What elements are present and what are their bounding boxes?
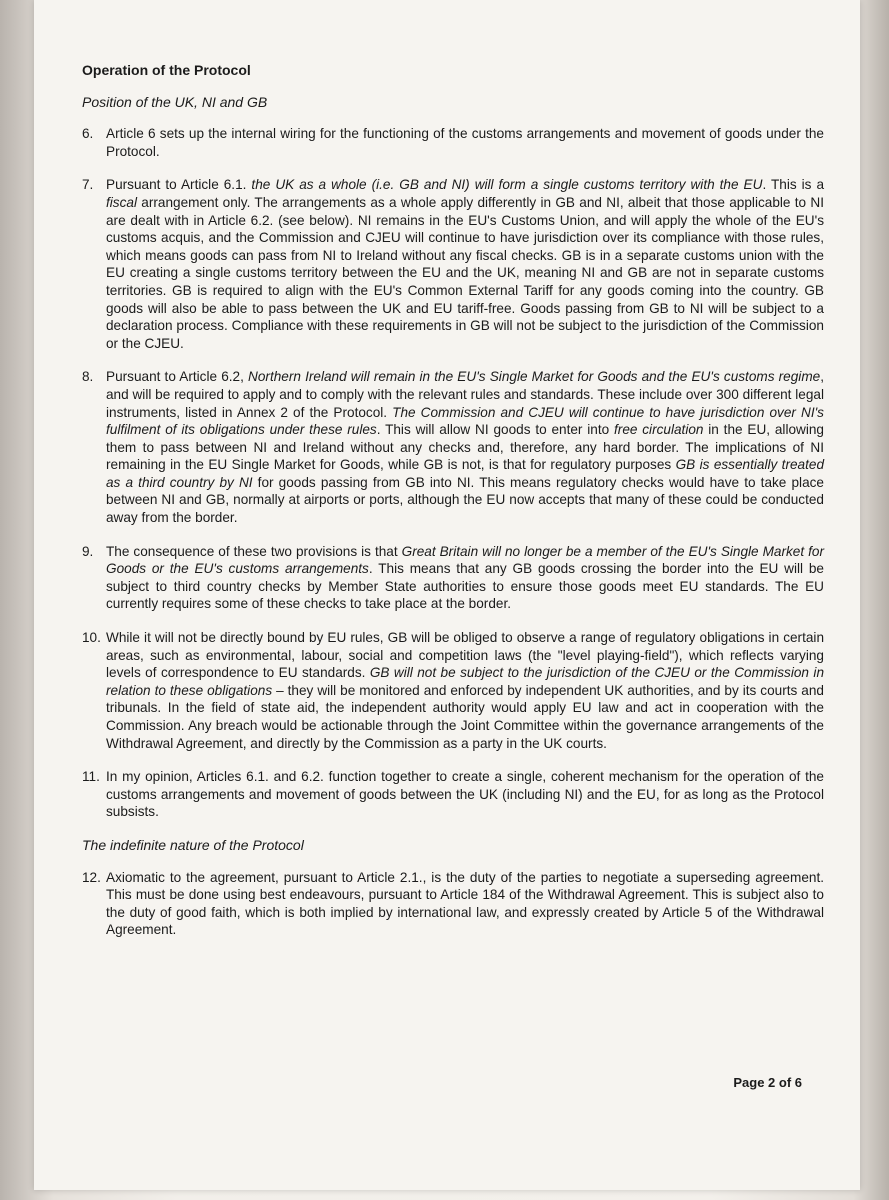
paragraph-number: 11.	[82, 769, 100, 785]
text-run: Pursuant to Article 6.1.	[106, 177, 252, 193]
text-run: – they will be monitored and enforced by independent UK authorities, and by its courts and tribunals. In the field of state aid, the independent authority would apply EU law and act in cooperation with the Commission. Any breach would be actionable through the Joint Committee within the governance arrangements of the Withdrawal Agreement, and directly by the Commission as a party in the UK courts.	[106, 682, 824, 751]
text-run: . This will allow NI goods to enter into	[376, 422, 615, 438]
paragraph-text	[106, 176, 824, 352]
italic-run: GB will not be subject to the jurisdiction of the CJEU or the Commission in relation to these obligations	[106, 665, 825, 698]
text-run: While it will not be directly bound by EU rules, GB will be obliged to observe a range of regulatory obligations in certain areas, such as environmental, labour, social and competition laws (the "level playing-field"), which reflects varying levels of correspondence to EU standards.	[106, 630, 824, 681]
text-run: Article 6 sets up the internal wiring for the functioning of the customs arrangements and movement of goods under the Protocol.	[106, 126, 824, 159]
document-body	[82, 62, 824, 955]
section-heading: Operation of the Protocol	[82, 62, 251, 78]
text-run: Axiomatic to the agreement, pursuant to Article 2.1., is the duty of the parties to negotiate a superseding agreement. This must be done using best endeavours, pursuant to Article 184 of the Withdrawal Agreement. This is subject also to the duty of good faith, which is both implied by international law, and expressly created by Article 5 of the Withdrawal Agreement.	[106, 869, 824, 938]
italic-run: free circulation	[614, 422, 704, 438]
paragraph-11	[82, 768, 824, 821]
paragraph-number: 6.	[82, 126, 94, 142]
paragraph-7	[82, 176, 824, 352]
text-run: for goods passing from GB into NI. This means regulatory checks would have to take place between NI and GB, normally at airports or ports, although the EU now accepts that many of these could be conducted away from the border.	[106, 474, 824, 526]
subsection-heading-indefinite: The indefinite nature of the Protocol	[82, 836, 304, 853]
paragraph-number: 10.	[82, 630, 101, 646]
text-run: In my opinion, Articles 6.1. and 6.2. function together to create a single, coherent mechanism for the operation of the customs arrangements and movement of goods between the UK (including NI) and the EU, for as long as the Protocol subsists.	[106, 769, 824, 820]
subsection-heading-position: Position of the UK, NI and GB	[82, 93, 268, 110]
paragraph-number: 7.	[82, 177, 94, 193]
paragraph-6	[82, 125, 824, 160]
paragraph-9	[82, 543, 824, 613]
paragraph-12	[82, 869, 824, 939]
text-run: arrangement only. The arrangements as a whole apply differently in GB and NI, albeit that those applicable to NI are dealt with in Article 6.2. (see below). NI remains in the EU's Customs Union, and will apply the whole of the EU's customs acquis, and the Commission and CJEU will continue to have jurisdiction over its compliance with those rules, which means goods can pass from NI to Ireland without any fiscal checks. GB is in a separate customs union with the EU creating a single customs territory between the EU and the UK, meaning NI and GB are not in separate customs territories. GB is required to align with the EU's Common External Tariff for any goods coming into the country. GB goods will also be able to pass between the UK and EU tariff-free. Goods passing from GB to NI will be subject to a declaration process. Compliance with these requirements in GB will not be subject to the jurisdiction of the Commission or the CJEU.	[106, 194, 824, 351]
text-run: Pursuant to Article 6.2,	[106, 369, 249, 385]
paragraph-text	[106, 125, 824, 160]
italic-run: Northern Ireland will remain in the EU's Single Market for Goods and the EU's customs regime	[248, 369, 821, 385]
paragraph-text	[106, 629, 824, 752]
text-run: , and will be required to apply and to comply with the relevant rules and standards. These include over 300 different legal instruments, listed in Annex 2 of the Protocol.	[106, 369, 824, 420]
paragraph-number: 8.	[82, 369, 94, 385]
italic-run: GB is essentially treated as a third country by NI	[106, 457, 825, 490]
paragraph-text	[106, 768, 824, 821]
italic-run: fiscal	[106, 194, 137, 210]
text-run: The consequence of these two provisions is that	[106, 543, 402, 559]
italic-run: The Commission and CJEU will continue to have jurisdiction over NI's fulfilment of its obligations under these rules	[106, 404, 824, 438]
paragraph-number: 12.	[82, 869, 101, 885]
paragraph-8	[82, 368, 824, 526]
text-run: . This means that any GB goods crossing the border into the EU will be subject to third country checks by Member State authorities to ensure those goods meet EU standards. The EU currently requires some of these checks to take place at the border.	[106, 561, 824, 612]
paragraph-text	[106, 368, 824, 526]
paragraph-text	[106, 543, 824, 613]
paragraph-text	[106, 869, 824, 939]
text-run: in the EU, allowing them to pass between NI and Ireland without any checks and, therefore, any hard border. The implications of NI remaining in the EU Single Market for Goods, while GB is not, is that for regulatory purposes	[106, 422, 824, 473]
italic-run: the UK as a whole (i.e. GB and NI) will form a single customs territory with the EU	[251, 177, 763, 193]
paragraph-10	[82, 629, 824, 752]
text-run: . This is a	[762, 177, 825, 193]
document-page	[34, 0, 860, 1190]
italic-run: Great Britain will no longer be a member of the EU's Single Market for Goods or the EU's customs arrangements	[106, 543, 824, 577]
page-number-footer: Page 2 of 6	[733, 1075, 802, 1090]
paragraph-number: 9.	[82, 543, 94, 559]
